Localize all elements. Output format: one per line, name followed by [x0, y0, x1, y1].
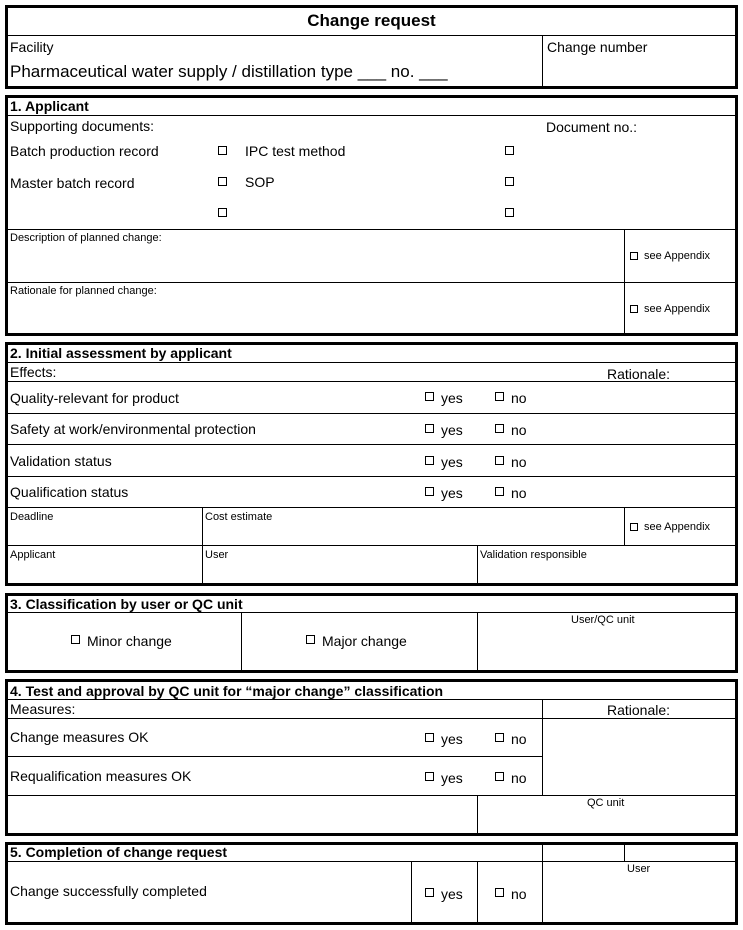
cost-estimate-label: Cost estimate: [205, 511, 273, 523]
measure-row-label: Requalification measures OK: [10, 768, 192, 784]
measure-row-label: Change measures OK: [10, 729, 149, 745]
divider: [8, 507, 735, 508]
divider: [8, 282, 735, 283]
no-checkbox[interactable]: [495, 424, 504, 433]
yes-label: yes: [441, 731, 463, 747]
divider: [8, 476, 735, 477]
yes-label: yes: [441, 886, 463, 902]
divider: [542, 699, 543, 795]
divider: [624, 845, 625, 861]
measures-label: Measures:: [10, 701, 76, 717]
divider: [8, 35, 735, 36]
divider: [411, 861, 412, 922]
no-label: no: [511, 454, 527, 470]
effect-row-label: Qualification status: [10, 484, 129, 500]
see-appendix-checkbox[interactable]: [630, 305, 638, 313]
master-batch-record-checkbox[interactable]: [218, 177, 227, 186]
batch-production-record-label: Batch production record: [10, 143, 159, 159]
divider: [624, 507, 625, 545]
no-checkbox[interactable]: [495, 733, 504, 742]
user-label: User: [205, 549, 229, 561]
description-label: Description of planned change:: [10, 232, 162, 244]
yes-label: yes: [441, 485, 463, 501]
see-appendix-checkbox[interactable]: [630, 252, 638, 260]
yes-label: yes: [441, 454, 463, 470]
no-label: no: [511, 886, 527, 902]
divider: [477, 861, 478, 922]
divider: [8, 861, 735, 862]
effects-label: Effects:: [10, 364, 57, 380]
major-change-label: Major change: [322, 633, 407, 649]
no-checkbox[interactable]: [495, 772, 504, 781]
no-label: no: [511, 390, 527, 406]
yes-label: yes: [441, 422, 463, 438]
no-label: no: [511, 731, 527, 747]
divider: [8, 612, 735, 613]
page-title: Change request: [307, 11, 436, 30]
see-appendix-label: see Appendix: [644, 250, 711, 262]
yes-checkbox[interactable]: [425, 772, 434, 781]
rationale-label: Rationale:: [607, 366, 671, 382]
sop-checkbox[interactable]: [505, 177, 514, 186]
divider: [8, 413, 735, 414]
yes-label: yes: [441, 770, 463, 786]
yes-checkbox[interactable]: [425, 888, 434, 897]
ipc-test-method-checkbox[interactable]: [505, 146, 514, 155]
supporting-documents-label: Supporting documents:: [10, 118, 154, 134]
effect-row-label: Safety at work/environmental protection: [10, 421, 256, 437]
rationale-label: Rationale for planned change:: [10, 285, 157, 297]
divider: [477, 545, 478, 583]
other-document-checkbox[interactable]: [505, 208, 514, 217]
section-heading: 4. Test and approval by QC unit for “major change” classification: [10, 683, 444, 699]
batch-production-record-checkbox[interactable]: [218, 146, 227, 155]
divider: [8, 699, 735, 700]
major-change-checkbox[interactable]: [306, 635, 315, 644]
change-number-label: Change number: [547, 39, 648, 55]
no-checkbox[interactable]: [495, 392, 504, 401]
divider: [8, 756, 543, 757]
divider: [477, 612, 478, 670]
rationale-label: Rationale:: [607, 702, 671, 718]
no-checkbox[interactable]: [495, 888, 504, 897]
ipc-test-method-label: IPC test method: [245, 143, 346, 159]
no-label: no: [511, 422, 527, 438]
no-label: no: [511, 485, 527, 501]
yes-checkbox[interactable]: [425, 392, 434, 401]
applicant-label: Applicant: [10, 549, 56, 561]
yes-checkbox[interactable]: [425, 424, 434, 433]
no-checkbox[interactable]: [495, 487, 504, 496]
sop-label: SOP: [245, 174, 275, 190]
yes-label: yes: [441, 390, 463, 406]
effect-row-label: Quality-relevant for product: [10, 390, 179, 406]
divider: [8, 115, 735, 116]
yes-checkbox[interactable]: [425, 487, 434, 496]
divider: [8, 795, 735, 796]
divider: [8, 545, 735, 546]
other-document-checkbox[interactable]: [218, 208, 227, 217]
divider: [202, 507, 203, 583]
section-heading: 2. Initial assessment by applicant: [10, 345, 232, 361]
see-appendix-label: see Appendix: [644, 303, 711, 315]
yes-checkbox[interactable]: [425, 733, 434, 742]
divider: [8, 362, 735, 363]
section-heading: 1. Applicant: [10, 98, 89, 114]
divider: [8, 229, 735, 230]
validation-responsible-label: Validation responsible: [480, 549, 587, 561]
divider: [241, 612, 242, 670]
divider: [542, 35, 543, 86]
no-label: no: [511, 770, 527, 786]
divider: [8, 444, 735, 445]
minor-change-checkbox[interactable]: [71, 635, 80, 644]
divider: [542, 845, 543, 922]
document-no-label: Document no.:: [546, 119, 638, 135]
section-heading: 3. Classification by user or QC unit: [10, 596, 243, 612]
deadline-label: Deadline: [10, 511, 54, 523]
see-appendix-checkbox[interactable]: [630, 523, 638, 531]
yes-checkbox[interactable]: [425, 456, 434, 465]
facility-value[interactable]: Pharmaceutical water supply / distillation type ___ no. ___: [10, 62, 448, 81]
divider: [8, 718, 735, 719]
divider: [477, 795, 478, 833]
user-label: User: [627, 863, 651, 875]
facility-label: Facility: [10, 39, 54, 55]
divider: [624, 229, 625, 333]
section-heading: 5. Completion of change request: [10, 844, 228, 860]
user-qc-unit-label: User/QC unit: [571, 614, 635, 626]
qc-unit-label: QC unit: [587, 797, 625, 809]
minor-change-label: Minor change: [87, 633, 172, 649]
completion-row-label: Change successfully completed: [10, 883, 207, 899]
no-checkbox[interactable]: [495, 456, 504, 465]
effect-row-label: Validation status: [10, 453, 112, 469]
master-batch-record-label: Master batch record: [10, 175, 135, 191]
see-appendix-label: see Appendix: [644, 521, 711, 533]
